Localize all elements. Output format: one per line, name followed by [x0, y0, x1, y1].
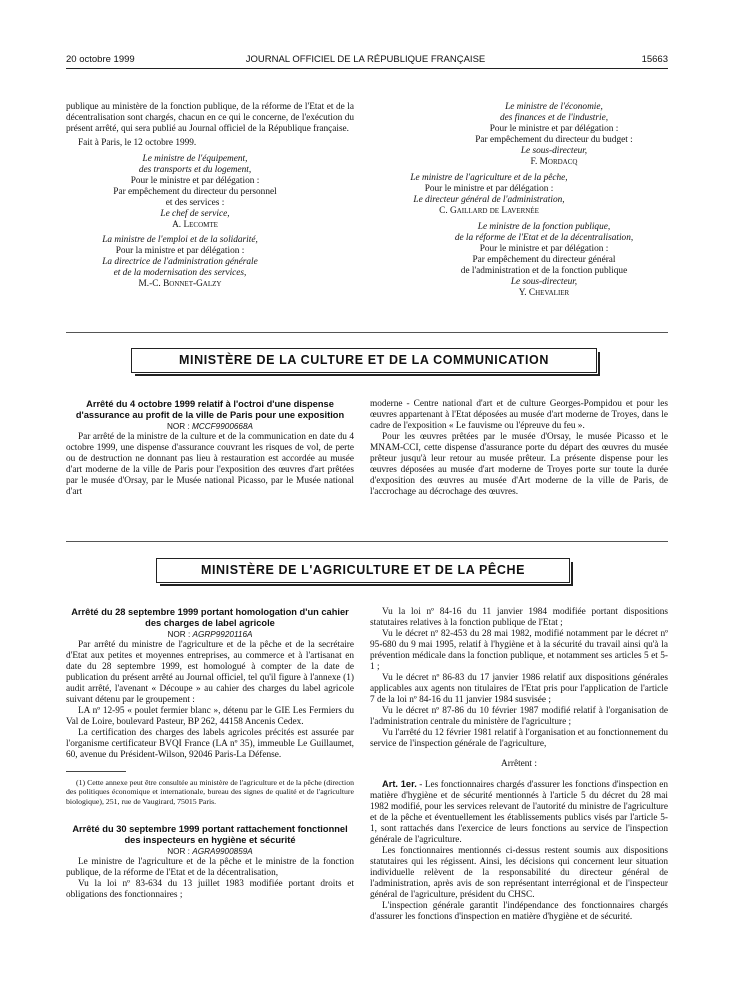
signature-block-fonction-publique	[370, 222, 668, 299]
signed-place-date: Fait à Paris, le 12 octobre 1999.	[78, 138, 197, 148]
article-paragraph: L'inspection générale garantit l'indépendance des fonctionnaires chargés d'assurer les fonctions d'inspection en matière d'hygiène et de sécurité.	[370, 901, 668, 922]
footnote-separator	[66, 771, 126, 772]
signature-line: Pour le ministre et par délégation :	[130, 176, 260, 186]
visa-paragraph: Vu le décret nº 87-86 du 10 février 1987 modifié relatif à l'organisation de l'administration centrale du ministère de l'agriculture ;	[370, 706, 668, 727]
section-rule	[66, 541, 668, 542]
article-1	[370, 779, 668, 846]
signature-line: Par empêchement du directeur du budget :	[475, 135, 633, 145]
article-paragraph: LA nº 12-95 « poulet fermier blanc », détenu par le GIE Les Fermiers du Val de Loire, boulevard Pasteur, BP 262, 44158 Ancenis Cedex.	[66, 706, 354, 727]
header-page-number: 15663	[641, 54, 668, 65]
nor-label: NOR :	[166, 422, 190, 431]
visa-paragraph: Vu la loi nº 84-16 du 11 janvier 1984 modifiée portant dispositions statutaires relatives à la fonction publique de l'Etat ;	[370, 607, 668, 628]
visa-paragraph: Vu l'arrêté du 12 février 1981 relatif à l'organisation et au fonctionnement du service de l'inspection générale de l'agriculture,	[370, 728, 668, 749]
top-right-column	[370, 102, 668, 299]
article-paragraph: moderne - Centre national d'art et de culture Georges-Pompidou et pour les œuvres appartenant à l'Etat déposées au musée d'art moderne de Troyes, dans le cadre de l'exposition « Le fauvisme ou l'épreuve du feu ».	[370, 399, 668, 431]
header-date: 20 octobre 1999	[66, 54, 135, 65]
footnote: (1) Cette annexe peut être consultée au ministère de l'agriculture et de la pêche (direction des politiques économique et internationale, bureau des signes de qualité et de l'agriculture biologique), 251, rue de Vaugirard, 75015 Paris.	[66, 778, 354, 806]
signature-line: Le ministre de l'économie,	[505, 102, 603, 112]
signature-line: Par empêchement du directeur général	[472, 255, 616, 265]
culture-article-left	[66, 399, 354, 498]
nor-code: AGRP9920116A	[192, 630, 253, 639]
signatory-name: C. Gaillard de Lavernée	[439, 206, 539, 216]
signature-line: des transports et du logement,	[138, 165, 252, 175]
signature-line: Le ministre de l'agriculture et de la pêche,	[410, 173, 568, 183]
signature-line: Pour la ministre et par délégation :	[115, 246, 245, 256]
signature-line: de la réforme de l'Etat et de la décentralisation,	[454, 233, 634, 243]
signature-block-emploi	[66, 235, 354, 290]
signature-line: des finances et de l'industrie,	[499, 113, 609, 123]
article-title: Arrêté du 28 septembre 1999 portant homologation d'un cahier des charges de label agricole	[71, 607, 349, 628]
article-paragraph: Le ministre de l'agriculture et de la pêche et le ministre de la fonction publique, de la réforme de l'Etat et de la décentralisation,	[66, 857, 354, 879]
nor-code: MCCF9900668A	[192, 422, 253, 431]
signature-line: La directrice de l'administration générale	[102, 257, 258, 267]
signature-block-equipement	[66, 154, 354, 231]
arretent-heading: Arrêtent :	[501, 759, 537, 769]
section-rule	[66, 332, 668, 333]
signature-line: Le sous-directeur,	[510, 277, 578, 287]
visa-paragraph: Vu le décret nº 82-453 du 28 mai 1982, modifié notamment par le décret nº 95-680 du 9 mai 1995, relatif à l'hygiène et à la sécurité du travail ainsi qu'à la prévention médicale dans la fonction publique, et notamment ses articles 5 et 5-1 ;	[370, 629, 668, 672]
culture-article-right	[370, 399, 668, 498]
signatory-name: Y. Chevalier	[518, 288, 570, 298]
article-paragraph: Les fonctionnaires mentionnés ci-dessus restent soumis aux dispositions statutaires qui les régissent. Ainsi, les décisions qui concernent leur situation individuelle relèvent de la responsabilité du directeur général de l'administration, après avis de son représentant interrégional et de l'inspecteur général de l'agriculture, président du CHSC.	[370, 846, 668, 900]
visa-paragraph: Vu le décret nº 86-83 du 17 janvier 1986 relatif aux dispositions générales applicables aux agents non titulaires de l'Etat pris pour l'application de l'article 7 de la loi nº 84-16 du 11 janvier 1984 susvisée ;	[370, 673, 668, 705]
ministry-banner-text: MINISTÈRE DE LA CULTURE ET DE LA COMMUNICATION	[179, 353, 549, 367]
signature-line: Le chef de service,	[160, 209, 230, 219]
signature-line: Le ministre de l'équipement,	[142, 154, 248, 164]
article-paragraph: Pour les œuvres prêtées par le musée d'Orsay, le musée Picasso et le MNAM-CCI, cette dispense d'assurance porte du départ des œuvres du musée prêteur jusqu'à leur retour au musée prêteur. La présente dispense pour les œuvres déposées au musée d'art moderne de Troyes porte sur toute la durée d'exposition des œuvres au musée d'Art moderne de la ville de Paris, de l'accrochage au décrochage des œuvres.	[370, 432, 668, 497]
signatory-name: A. Lecomte	[172, 220, 218, 230]
signature-line: La ministre de l'emploi et de la solidarité,	[102, 235, 258, 245]
signature-line: Pour le ministre et par délégation :	[489, 124, 619, 134]
header-title: JOURNAL OFFICIEL DE LA RÉPUBLIQUE FRANÇAISE	[245, 54, 486, 65]
nor-reference	[66, 629, 354, 640]
signatory-name: F. Mordacq	[530, 157, 578, 167]
nor-label: NOR :	[167, 847, 190, 857]
nor-label: NOR :	[167, 630, 191, 639]
ministry-banner-culture	[131, 348, 597, 373]
nor-reference	[66, 846, 354, 857]
signature-line: Pour le ministre et par délégation :	[479, 244, 609, 254]
signature-line: et des services :	[165, 198, 225, 208]
signature-line: Pour le ministre et par délégation :	[424, 184, 554, 194]
signature-line: Le directeur général de l'administration,	[413, 195, 565, 205]
top-left-column	[66, 102, 354, 290]
signature-line: Le ministre de la fonction publique,	[477, 222, 611, 232]
article-paragraph: La certification des charges des labels agricoles précités est assurée par l'organisme certificateur BVQI France (LA nº 35), immeuble Le Guillaumet, 60, avenue du Président-Wilson, 92046 Paris-La Défense.	[66, 728, 354, 760]
signature-line: et de la modernisation des services,	[113, 268, 247, 278]
agriculture-left-column	[66, 607, 354, 901]
article-paragraph: Vu la loi nº 83-634 du 13 juillet 1983 modifiée portant droits et obligations des fonctionnaires ;	[66, 879, 354, 901]
signature-block-agriculture	[370, 173, 668, 217]
signature-line: de l'administration et de la fonction publique	[460, 266, 628, 276]
article-1-label: Art. 1er.	[382, 779, 417, 789]
signatory-name: M.-C. Bonnet-Galzy	[138, 279, 222, 289]
nor-code: AGRA9900859A	[192, 847, 253, 857]
ministry-banner-text: MINISTÈRE DE L'AGRICULTURE ET DE LA PÊCHE	[200, 563, 526, 577]
ministry-banner-agriculture	[156, 558, 570, 583]
article-1-text: - Les fonctionnaires chargés d'assurer les fonctions d'inspection en matière d'hygiène et de sécurité mentionnés à l'article 5 du décret du 28 mai 1982 modifié, pour les services relevant de l'autorité du ministre de l'agriculture et de la pêche et éventuellement les établissements publics visés par l'article 5-1, sont rattachés dans l'exercice de leurs fonctions au service de l'inspection générale de l'agriculture.	[370, 780, 669, 845]
article-title: Arrêté du 4 octobre 1999 relatif à l'octroi d'une dispense d'assurance au profit de la ville de Paris pour une exposition	[75, 399, 345, 420]
signature-line: Le sous-directeur,	[520, 146, 588, 156]
closing-paragraph: publique au ministère de la fonction publique, de la réforme de l'Etat et de la décentralisation sont chargés, chacun en ce qui le concerne, de l'exécution du présent arrêté, qui sera publié au Journal officiel de la République française.	[66, 102, 354, 134]
signature-block-economie	[370, 102, 668, 168]
article-paragraph: Par arrêté du ministre de l'agriculture et de la pêche et de la secrétaire d'Etat aux petites et moyennes entreprises, au commerce et à l'artisanat en date du 28 septembre 1999, est homologué à compter de la date de publication du présent arrêté au Journal officiel, tel qu'il figure à l'annexe (1) audit arrêté, l'avenant « Découpe » au cahier des charges du label agricole suivant détenu par le groupement :	[66, 640, 354, 705]
signature-line: Par empêchement du directeur du personnel	[113, 187, 277, 197]
agriculture-right-column	[370, 607, 668, 923]
article-paragraph: Par arrêté de la ministre de la culture et de la communication en date du 4 octobre 1999, une dispense d'assurance couvrant les risques de vol, de perte ou de destruction ne donnant pas lieu à restauration est accordée au musée d'art moderne de la ville de Paris pour l'exposition des œuvres d'art prêtées par le musée d'Orsay, par le Musée national Picasso, par le Musée national d'art	[66, 432, 354, 497]
article-title: Arrêté du 30 septembre 1999 portant rattachement fonctionnel des inspecteurs en hygiène et sécurité	[72, 824, 348, 846]
header-rule	[66, 68, 668, 69]
nor-reference	[66, 421, 354, 432]
